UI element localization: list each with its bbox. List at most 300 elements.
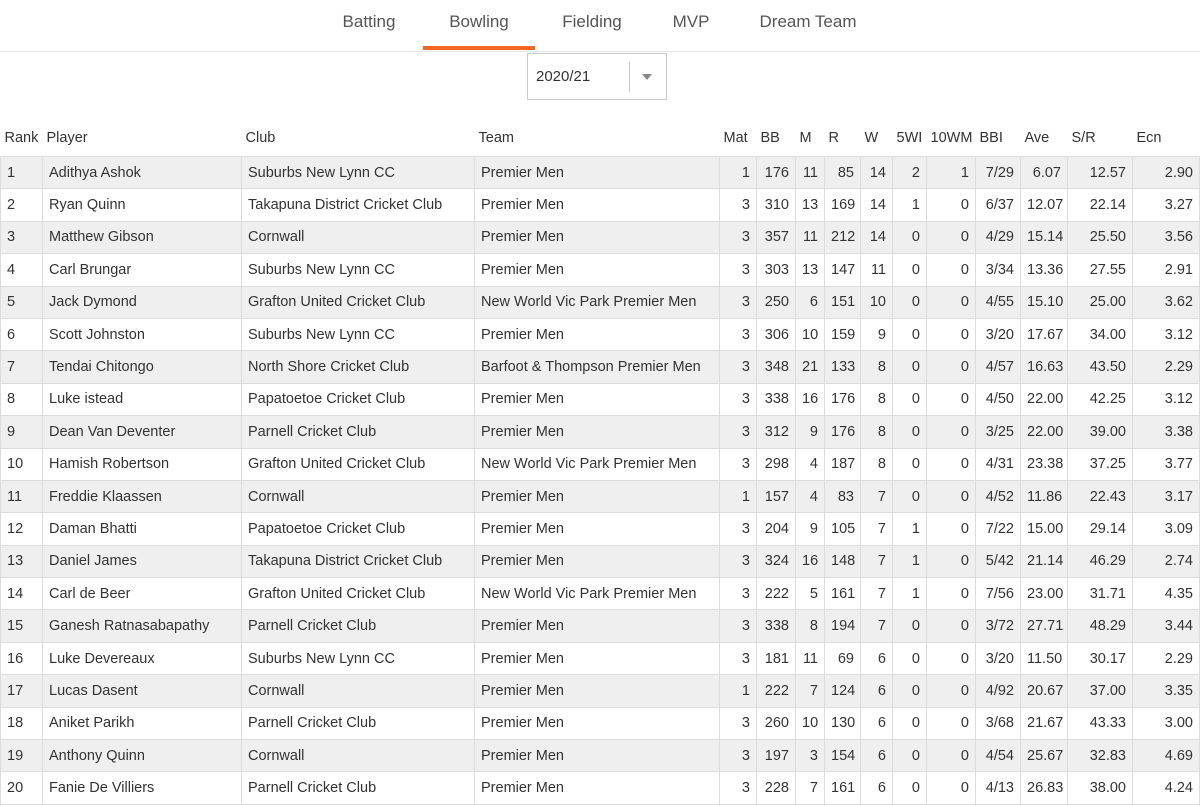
cell-bb: 222 xyxy=(757,675,796,707)
cell-5wi: 0 xyxy=(893,318,927,350)
cell-rank: 16 xyxy=(1,642,43,674)
table-row xyxy=(1,545,1200,577)
cell-m: 3 xyxy=(796,740,825,772)
table-row xyxy=(1,448,1200,480)
cell-club: Cornwall xyxy=(242,480,475,512)
cell-player[interactable]: Ganesh Ratnasabapathy xyxy=(43,610,242,642)
cell-bb: 306 xyxy=(757,318,796,350)
cell-10wm: 0 xyxy=(927,642,976,674)
cell-ave: 27.71 xyxy=(1021,610,1068,642)
cell-5wi: 2 xyxy=(893,157,927,189)
cell-mat: 3 xyxy=(720,351,757,383)
cell-player[interactable]: Daniel James xyxy=(43,545,242,577)
cell-club: Papatoetoe Cricket Club xyxy=(242,513,475,545)
cell-5wi: 0 xyxy=(893,221,927,253)
cell-5wi: 0 xyxy=(893,416,927,448)
cell-r: 159 xyxy=(825,318,861,350)
cell-ecn: 3.62 xyxy=(1133,286,1200,318)
cell-bbi: 4/54 xyxy=(976,740,1021,772)
cell-sr: 43.33 xyxy=(1068,707,1133,739)
column-header-w[interactable]: W xyxy=(864,130,879,146)
cell-ecn: 2.29 xyxy=(1133,351,1200,383)
cell-sr: 30.17 xyxy=(1068,642,1133,674)
cell-rank: 9 xyxy=(1,416,43,448)
cell-mat: 1 xyxy=(720,675,757,707)
cell-ecn: 2.74 xyxy=(1133,545,1200,577)
cell-bb: 204 xyxy=(757,513,796,545)
column-header-club[interactable]: Club xyxy=(245,130,276,146)
cell-ecn: 3.00 xyxy=(1133,707,1200,739)
cell-player[interactable]: Carl de Beer xyxy=(43,578,242,610)
cell-r: 69 xyxy=(825,642,861,674)
cell-w: 14 xyxy=(861,221,893,253)
table-row xyxy=(1,513,1200,545)
cell-mat: 3 xyxy=(720,578,757,610)
cell-ecn: 2.91 xyxy=(1133,254,1200,286)
table-row xyxy=(1,740,1200,772)
cell-bb: 260 xyxy=(757,707,796,739)
cell-10wm: 0 xyxy=(927,286,976,318)
column-header-m[interactable]: M xyxy=(799,130,812,146)
cell-bb: 312 xyxy=(757,416,796,448)
table-row xyxy=(1,675,1200,707)
column-header-ave[interactable]: Ave xyxy=(1024,130,1050,146)
cell-team: Premier Men xyxy=(475,545,720,577)
season-select[interactable] xyxy=(527,53,667,100)
table-row xyxy=(1,383,1200,415)
cell-w: 14 xyxy=(861,157,893,189)
cell-m: 10 xyxy=(796,318,825,350)
cell-rank: 11 xyxy=(1,480,43,512)
cell-m: 11 xyxy=(796,157,825,189)
cell-club: Takapuna District Cricket Club xyxy=(242,545,475,577)
table-row xyxy=(1,286,1200,318)
cell-m: 13 xyxy=(796,189,825,221)
cell-bbi: 5/42 xyxy=(976,545,1021,577)
cell-ave: 11.86 xyxy=(1021,480,1068,512)
cell-sr: 12.57 xyxy=(1068,157,1133,189)
cell-r: 194 xyxy=(825,610,861,642)
cell-ave: 15.00 xyxy=(1021,513,1068,545)
cell-player[interactable]: Luke Devereaux xyxy=(43,642,242,674)
cell-ecn: 3.12 xyxy=(1133,383,1200,415)
cell-w: 14 xyxy=(861,189,893,221)
column-header-ecn[interactable]: Ecn xyxy=(1136,130,1162,146)
cell-w: 10 xyxy=(861,286,893,318)
cell-player[interactable]: Anthony Quinn xyxy=(43,740,242,772)
cell-10wm: 0 xyxy=(927,675,976,707)
cell-r: 133 xyxy=(825,351,861,383)
cell-team: New World Vic Park Premier Men xyxy=(475,286,720,318)
cell-bb: 228 xyxy=(757,772,796,804)
cell-ecn: 2.90 xyxy=(1133,157,1200,189)
cell-player[interactable]: Fanie De Villiers xyxy=(43,772,242,804)
cell-sr: 43.50 xyxy=(1068,351,1133,383)
cell-bb: 197 xyxy=(757,740,796,772)
cell-ave: 11.50 xyxy=(1021,642,1068,674)
cell-team: Premier Men xyxy=(475,772,720,804)
column-header-rank[interactable]: Rank xyxy=(4,130,39,146)
cell-r: 176 xyxy=(825,416,861,448)
column-header-bb[interactable]: BB xyxy=(760,130,780,146)
cell-ecn: 3.35 xyxy=(1133,675,1200,707)
cell-ave: 20.67 xyxy=(1021,675,1068,707)
cell-team: Premier Men xyxy=(475,642,720,674)
cell-rank: 6 xyxy=(1,318,43,350)
cell-ave: 23.38 xyxy=(1021,448,1068,480)
cell-m: 8 xyxy=(796,610,825,642)
cell-10wm: 0 xyxy=(927,707,976,739)
cell-mat: 3 xyxy=(720,221,757,253)
cell-club: Grafton United Cricket Club xyxy=(242,286,475,318)
cell-bb: 310 xyxy=(757,189,796,221)
cell-r: 212 xyxy=(825,221,861,253)
cell-ecn: 4.24 xyxy=(1133,772,1200,804)
table-header-row xyxy=(1,120,1200,157)
cell-bb: 303 xyxy=(757,254,796,286)
cell-team: Barfoot & Thompson Premier Men xyxy=(475,351,720,383)
cell-ecn: 3.27 xyxy=(1133,189,1200,221)
cell-ave: 22.00 xyxy=(1021,416,1068,448)
cell-w: 7 xyxy=(861,610,893,642)
cell-ave: 21.67 xyxy=(1021,707,1068,739)
cell-r: 151 xyxy=(825,286,861,318)
cell-r: 161 xyxy=(825,772,861,804)
cell-ave: 15.10 xyxy=(1021,286,1068,318)
table-row xyxy=(1,254,1200,286)
cell-rank: 17 xyxy=(1,675,43,707)
cell-5wi: 0 xyxy=(893,254,927,286)
cell-club: Grafton United Cricket Club xyxy=(242,448,475,480)
cell-mat: 3 xyxy=(720,610,757,642)
cell-w: 7 xyxy=(861,578,893,610)
cell-mat: 3 xyxy=(720,772,757,804)
cell-ave: 25.67 xyxy=(1021,740,1068,772)
cell-bb: 348 xyxy=(757,351,796,383)
cell-mat: 3 xyxy=(720,642,757,674)
cell-team: Premier Men xyxy=(475,383,720,415)
cell-w: 6 xyxy=(861,740,893,772)
cell-m: 7 xyxy=(796,772,825,804)
cell-ecn: 4.69 xyxy=(1133,740,1200,772)
cell-5wi: 0 xyxy=(893,383,927,415)
cell-10wm: 0 xyxy=(927,578,976,610)
cell-team: Premier Men xyxy=(475,740,720,772)
cell-ave: 15.14 xyxy=(1021,221,1068,253)
cell-r: 148 xyxy=(825,545,861,577)
cell-5wi: 0 xyxy=(893,448,927,480)
cell-mat: 3 xyxy=(720,416,757,448)
cell-bbi: 3/68 xyxy=(976,707,1021,739)
cell-m: 11 xyxy=(796,221,825,253)
cell-sr: 29.14 xyxy=(1068,513,1133,545)
cell-club: North Shore Cricket Club xyxy=(242,351,475,383)
column-header-player[interactable]: Player xyxy=(46,130,88,146)
cell-player[interactable]: Daman Bhatti xyxy=(43,513,242,545)
table-row xyxy=(1,610,1200,642)
cell-sr: 37.25 xyxy=(1068,448,1133,480)
cell-ave: 13.36 xyxy=(1021,254,1068,286)
cell-ecn: 3.44 xyxy=(1133,610,1200,642)
cell-ecn: 3.09 xyxy=(1133,513,1200,545)
cell-bb: 324 xyxy=(757,545,796,577)
cell-ave: 22.00 xyxy=(1021,383,1068,415)
cell-bb: 222 xyxy=(757,578,796,610)
table-row xyxy=(1,221,1200,253)
cell-r: 176 xyxy=(825,383,861,415)
table-row xyxy=(1,416,1200,448)
cell-10wm: 0 xyxy=(927,318,976,350)
cell-player[interactable]: Carl Brungar xyxy=(43,254,242,286)
tab-mvp[interactable]: MVP xyxy=(672,12,710,31)
cell-rank: 8 xyxy=(1,383,43,415)
tab-batting[interactable]: Batting xyxy=(342,12,396,31)
cell-10wm: 1 xyxy=(927,157,976,189)
tab-dream-team[interactable]: Dream Team xyxy=(759,12,857,31)
cell-5wi: 0 xyxy=(893,642,927,674)
column-header-sr[interactable]: S/R xyxy=(1071,130,1096,146)
cell-player[interactable]: Tendai Chitongo xyxy=(43,351,242,383)
cell-sr: 31.71 xyxy=(1068,578,1133,610)
cell-5wi: 1 xyxy=(893,578,927,610)
cell-r: 85 xyxy=(825,157,861,189)
column-header-bbi[interactable]: BBI xyxy=(979,130,1003,146)
cell-ave: 12.07 xyxy=(1021,189,1068,221)
cell-w: 8 xyxy=(861,351,893,383)
cell-ave: 26.83 xyxy=(1021,772,1068,804)
cell-ave: 21.14 xyxy=(1021,545,1068,577)
cell-player[interactable]: Freddie Klaassen xyxy=(43,480,242,512)
cell-player[interactable]: Ryan Quinn xyxy=(43,189,242,221)
cell-w: 7 xyxy=(861,480,893,512)
column-header-10wm[interactable]: 10WM xyxy=(930,130,973,146)
cell-player[interactable]: Aniket Parikh xyxy=(43,707,242,739)
cell-ecn: 3.77 xyxy=(1133,448,1200,480)
cell-bbi: 7/22 xyxy=(976,513,1021,545)
cell-w: 11 xyxy=(861,254,893,286)
cell-player[interactable]: Adithya Ashok xyxy=(43,157,242,189)
cell-club: Cornwall xyxy=(242,675,475,707)
cell-bbi: 7/29 xyxy=(976,157,1021,189)
cell-10wm: 0 xyxy=(927,189,976,221)
cell-5wi: 0 xyxy=(893,610,927,642)
cell-player[interactable]: Scott Johnston xyxy=(43,318,242,350)
cell-bbi: 3/72 xyxy=(976,610,1021,642)
cell-10wm: 0 xyxy=(927,383,976,415)
column-header-mat[interactable]: Mat xyxy=(723,130,748,146)
cell-team: Premier Men xyxy=(475,416,720,448)
cell-bb: 338 xyxy=(757,383,796,415)
cell-player[interactable]: Lucas Dasent xyxy=(43,675,242,707)
cell-mat: 3 xyxy=(720,448,757,480)
cell-sr: 38.00 xyxy=(1068,772,1133,804)
cell-m: 10 xyxy=(796,707,825,739)
cell-club: Cornwall xyxy=(242,740,475,772)
cell-player[interactable]: Dean Van Deventer xyxy=(43,416,242,448)
cell-team: Premier Men xyxy=(475,189,720,221)
cell-rank: 15 xyxy=(1,610,43,642)
cell-team: Premier Men xyxy=(475,221,720,253)
cell-r: 147 xyxy=(825,254,861,286)
column-header-team[interactable]: Team xyxy=(478,130,514,146)
cell-w: 8 xyxy=(861,448,893,480)
cell-m: 9 xyxy=(796,513,825,545)
cell-club: Suburbs New Lynn CC xyxy=(242,318,475,350)
cell-5wi: 1 xyxy=(893,545,927,577)
table-row xyxy=(1,318,1200,350)
cell-bbi: 4/13 xyxy=(976,772,1021,804)
cell-club: Grafton United Cricket Club xyxy=(242,578,475,610)
cell-r: 169 xyxy=(825,189,861,221)
column-header-5wi[interactable]: 5WI xyxy=(896,130,923,146)
cell-w: 6 xyxy=(861,675,893,707)
cell-sr: 42.25 xyxy=(1068,383,1133,415)
cell-sr: 34.00 xyxy=(1068,318,1133,350)
cell-rank: 14 xyxy=(1,578,43,610)
cell-bbi: 6/37 xyxy=(976,189,1021,221)
tab-bowling[interactable]: Bowling xyxy=(423,0,535,50)
cell-rank: 2 xyxy=(1,189,43,221)
cell-bbi: 3/20 xyxy=(976,318,1021,350)
cell-team: New World Vic Park Premier Men xyxy=(475,448,720,480)
cell-mat: 3 xyxy=(720,189,757,221)
cell-team: New World Vic Park Premier Men xyxy=(475,578,720,610)
cell-bb: 176 xyxy=(757,157,796,189)
cell-rank: 18 xyxy=(1,707,43,739)
cell-bb: 250 xyxy=(757,286,796,318)
cell-sr: 25.00 xyxy=(1068,286,1133,318)
cell-mat: 3 xyxy=(720,707,757,739)
cell-rank: 1 xyxy=(1,157,43,189)
cell-bbi: 4/31 xyxy=(976,448,1021,480)
cell-mat: 3 xyxy=(720,740,757,772)
cell-10wm: 0 xyxy=(927,254,976,286)
cell-bb: 157 xyxy=(757,480,796,512)
cell-bbi: 4/52 xyxy=(976,480,1021,512)
cell-team: Premier Men xyxy=(475,707,720,739)
cell-ecn: 3.56 xyxy=(1133,221,1200,253)
table-row xyxy=(1,157,1200,189)
cell-mat: 1 xyxy=(720,480,757,512)
column-header-r[interactable]: R xyxy=(828,130,839,146)
cell-bbi: 4/57 xyxy=(976,351,1021,383)
cell-mat: 3 xyxy=(720,513,757,545)
cell-sr: 25.50 xyxy=(1068,221,1133,253)
cell-sr: 32.83 xyxy=(1068,740,1133,772)
cell-r: 105 xyxy=(825,513,861,545)
cell-10wm: 0 xyxy=(927,610,976,642)
cell-rank: 10 xyxy=(1,448,43,480)
cell-r: 187 xyxy=(825,448,861,480)
cell-5wi: 0 xyxy=(893,286,927,318)
cell-bbi: 3/34 xyxy=(976,254,1021,286)
cell-5wi: 0 xyxy=(893,675,927,707)
cell-player[interactable]: Luke istead xyxy=(43,383,242,415)
cell-rank: 3 xyxy=(1,221,43,253)
cell-5wi: 0 xyxy=(893,740,927,772)
cell-ave: 23.00 xyxy=(1021,578,1068,610)
table-row xyxy=(1,772,1200,804)
cell-player[interactable]: Jack Dymond xyxy=(43,286,242,318)
cell-mat: 3 xyxy=(720,254,757,286)
cell-bb: 298 xyxy=(757,448,796,480)
cell-club: Takapuna District Cricket Club xyxy=(242,189,475,221)
cell-5wi: 0 xyxy=(893,351,927,383)
cell-bbi: 4/55 xyxy=(976,286,1021,318)
cell-bbi: 3/25 xyxy=(976,416,1021,448)
cell-10wm: 0 xyxy=(927,772,976,804)
cell-rank: 13 xyxy=(1,545,43,577)
cell-ave: 6.07 xyxy=(1021,157,1068,189)
cell-team: Premier Men xyxy=(475,610,720,642)
cell-rank: 4 xyxy=(1,254,43,286)
cell-ave: 17.67 xyxy=(1021,318,1068,350)
tab-fielding[interactable]: Fielding xyxy=(562,12,622,31)
cell-r: 83 xyxy=(825,480,861,512)
cell-team: Premier Men xyxy=(475,480,720,512)
cell-m: 7 xyxy=(796,675,825,707)
cell-5wi: 0 xyxy=(893,772,927,804)
cell-m: 21 xyxy=(796,351,825,383)
season-select-value: 2020/21 xyxy=(536,68,591,85)
cell-bbi: 4/29 xyxy=(976,221,1021,253)
cell-player[interactable]: Hamish Robertson xyxy=(43,448,242,480)
cell-w: 7 xyxy=(861,513,893,545)
cell-sr: 27.55 xyxy=(1068,254,1133,286)
cell-rank: 19 xyxy=(1,740,43,772)
cell-bbi: 4/50 xyxy=(976,383,1021,415)
table-row xyxy=(1,480,1200,512)
cell-club: Cornwall xyxy=(242,221,475,253)
cell-mat: 3 xyxy=(720,318,757,350)
table-row xyxy=(1,351,1200,383)
cell-10wm: 0 xyxy=(927,740,976,772)
cell-w: 7 xyxy=(861,545,893,577)
cell-m: 6 xyxy=(796,286,825,318)
cell-5wi: 1 xyxy=(893,189,927,221)
cell-w: 6 xyxy=(861,707,893,739)
cell-ecn: 3.38 xyxy=(1133,416,1200,448)
cell-w: 9 xyxy=(861,318,893,350)
cell-sr: 46.29 xyxy=(1068,545,1133,577)
cell-m: 9 xyxy=(796,416,825,448)
stats-tab-bar xyxy=(0,0,1200,52)
cell-sr: 22.43 xyxy=(1068,480,1133,512)
chevron-down-icon[interactable] xyxy=(642,74,652,80)
cell-5wi: 0 xyxy=(893,480,927,512)
cell-player[interactable]: Matthew Gibson xyxy=(43,221,242,253)
table-row xyxy=(1,578,1200,610)
cell-w: 6 xyxy=(861,772,893,804)
table-row xyxy=(1,707,1200,739)
cell-team: Premier Men xyxy=(475,157,720,189)
cell-w: 6 xyxy=(861,642,893,674)
cell-w: 8 xyxy=(861,416,893,448)
cell-bb: 357 xyxy=(757,221,796,253)
cell-m: 11 xyxy=(796,642,825,674)
cell-club: Papatoetoe Cricket Club xyxy=(242,383,475,415)
cell-mat: 3 xyxy=(720,383,757,415)
cell-mat: 3 xyxy=(720,286,757,318)
cell-rank: 7 xyxy=(1,351,43,383)
cell-team: Premier Men xyxy=(475,318,720,350)
cell-r: 130 xyxy=(825,707,861,739)
cell-m: 4 xyxy=(796,480,825,512)
cell-club: Parnell Cricket Club xyxy=(242,707,475,739)
cell-sr: 22.14 xyxy=(1068,189,1133,221)
cell-10wm: 0 xyxy=(927,480,976,512)
cell-team: Premier Men xyxy=(475,254,720,286)
